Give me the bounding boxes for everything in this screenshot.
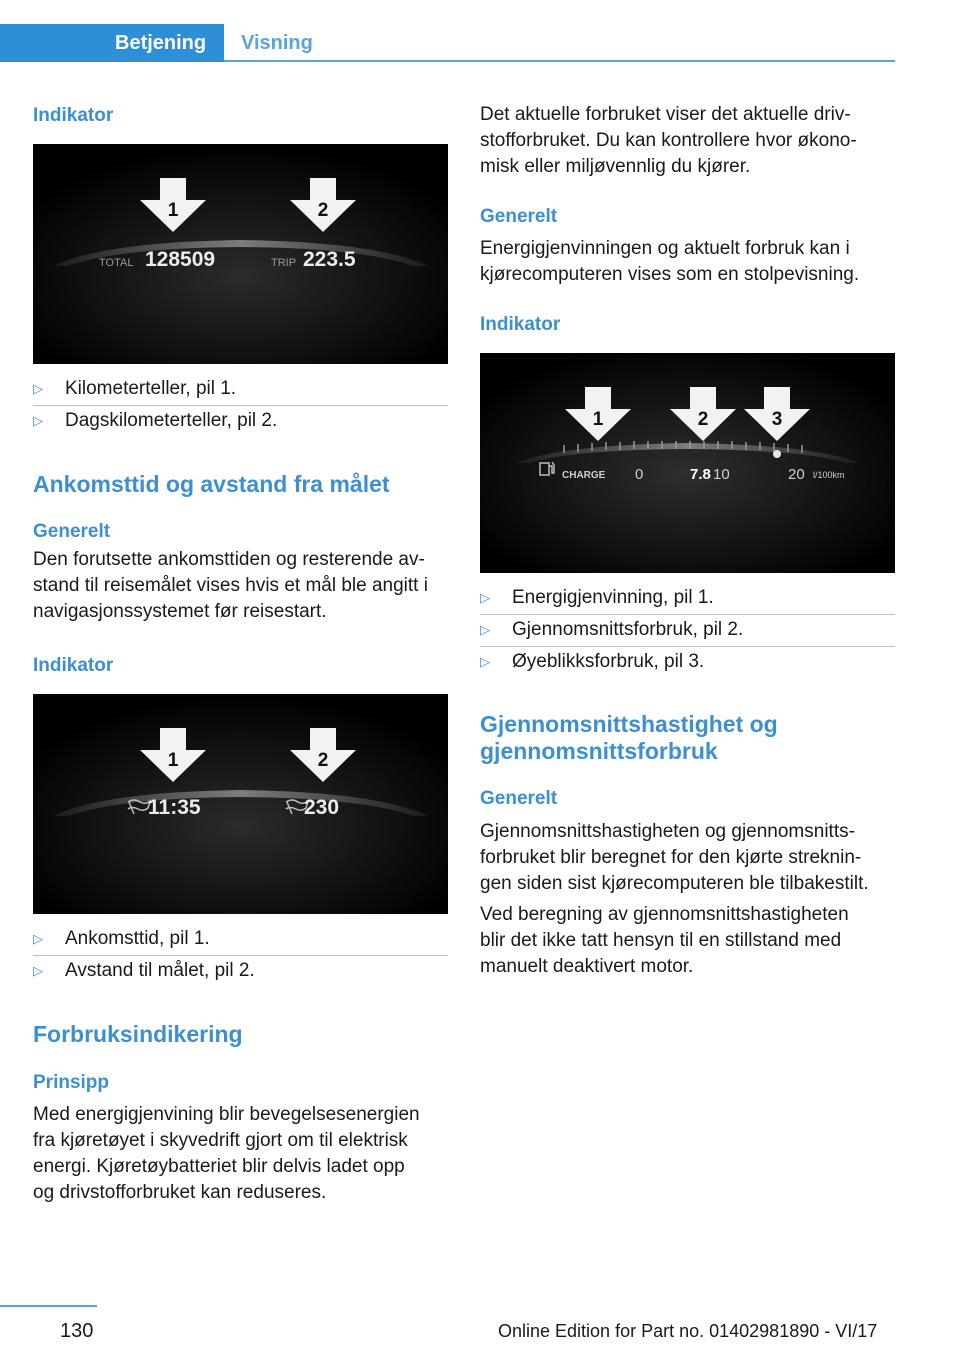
scale-tick-0: 0: [635, 466, 644, 483]
list-item: ▷ Øyeblikksforbruk, pil 3.: [480, 651, 705, 672]
indikator-label-3: Indikator: [480, 314, 561, 335]
tab-visning[interactable]: Visning: [241, 32, 313, 54]
svg-text:3: 3: [771, 409, 783, 430]
tab-underline: [224, 60, 895, 62]
divider: [33, 405, 448, 406]
bullet-triangle-icon: ▷: [480, 654, 490, 669]
subheading: Prinsipp: [33, 1072, 110, 1093]
charge-label: CHARGE: [562, 470, 606, 481]
list-item: ▷ Kilometerteller, pil 1.: [33, 378, 237, 399]
trip-label: TRIP: [271, 257, 297, 269]
scale-tick-10: 10: [713, 466, 730, 483]
paragraph: Den forutsette ankomsttiden og resterende av‐ stand til reisemålet vises hvis et mål ble angitt i navigasjonssystemet før reisestart.: [33, 549, 428, 622]
paragraph: Gjennomsnittshastigheten og gjennomsnitts‐ forbruket blir beregnet for den kjørte streknin‐ gen siden sist kjørecomputeren ble tilbakestilt.: [480, 821, 869, 894]
current-consumption-marker: [773, 450, 781, 458]
subheading: Generelt: [480, 206, 558, 227]
odometer-display-image: [33, 144, 448, 364]
svg-text:1: 1: [167, 200, 179, 221]
divider: [480, 614, 895, 615]
list-item: ▷ Avstand til målet, pil 2.: [33, 960, 255, 981]
section-heading: Forbruksindikering: [33, 1021, 243, 1047]
section-tabs: [0, 0, 960, 62]
page-number: 130: [60, 1320, 94, 1342]
svg-text:1: 1: [592, 409, 604, 430]
average-consumption-value: 7.8: [690, 466, 711, 483]
svg-text:2: 2: [317, 750, 329, 771]
bullet-triangle-icon: ▷: [33, 413, 43, 428]
footer-rule: [0, 1305, 97, 1307]
section-heading: Gjennomsnittshastighet og gjennomsnittsforbruk: [480, 711, 778, 764]
subheading: Generelt: [480, 788, 558, 809]
divider: [33, 955, 448, 956]
tab-betjening[interactable]: Betjening: [0, 24, 224, 62]
total-label: TOTAL: [99, 257, 134, 269]
paragraph: Det aktuelle forbruket viser det aktuelle driv‐ stofforbruket. Du kan kontrollere hvor økono‐ misk eller miljøvennlig du kjører.: [480, 104, 857, 177]
arrival-display-image: [33, 694, 448, 914]
svg-text:2: 2: [697, 409, 709, 430]
scale-tick-20: 20: [788, 466, 805, 483]
paragraph: Energigjenvinningen og aktuelt forbruk kan i kjørecomputeren vises som en stolpevisning.: [480, 238, 860, 285]
list-item: ▷ Ankomsttid, pil 1.: [33, 928, 210, 949]
svg-text:1: 1: [167, 750, 179, 771]
paragraph: Med energigjenvining blir bevegelsesenergien fra kjøretøyet i skyvedrift gjort om til elektrisk energi. Kjøretøybatteriet blir delvis ladet opp og drivstofforbruket kan reduseres.: [33, 1104, 420, 1203]
subheading: Generelt: [33, 521, 111, 542]
svg-text:2: 2: [317, 200, 329, 221]
bullet-triangle-icon: ▷: [33, 381, 43, 396]
list-item: ▷ Energigjenvinning, pil 1.: [480, 587, 714, 608]
bullet-triangle-icon: ▷: [480, 622, 490, 637]
arrival-time-value: 11:35: [148, 796, 201, 819]
bullet-triangle-icon: ▷: [33, 963, 43, 978]
divider: [480, 646, 895, 647]
list-item: ▷ Dagskilometerteller, pil 2.: [33, 410, 278, 431]
indikator-label-2: Indikator: [33, 655, 114, 676]
paragraph: Ved beregning av gjennomsnittshastigheten blir det ikke tatt hensyn til en stillstand med manuelt deaktivert motor.: [480, 904, 849, 977]
unit-label: l/100km: [813, 470, 845, 480]
bullet-triangle-icon: ▷: [33, 931, 43, 946]
trip-value: 223.5: [303, 248, 356, 271]
section-heading: Ankomsttid og avstand fra målet: [33, 471, 390, 497]
edition-note: Online Edition for Part no. 01402981890 - VI/17: [498, 1321, 878, 1341]
consumption-display-image: [480, 353, 895, 573]
indikator-label-1: Indikator: [33, 105, 114, 126]
total-value: 128509: [145, 248, 216, 271]
distance-value: 230: [304, 796, 340, 819]
bullet-triangle-icon: ▷: [480, 590, 490, 605]
list-item: ▷ Gjennomsnittsforbruk, pil 2.: [480, 619, 744, 640]
